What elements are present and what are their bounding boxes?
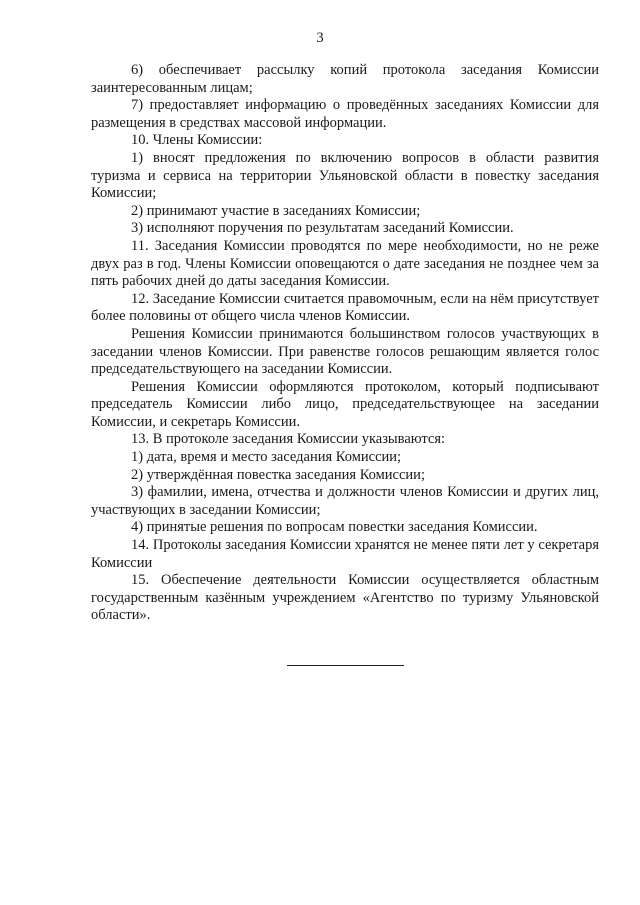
- paragraph-item-1-proposals: 1) вносят предложения по включению вопросов в области развития туризма и сервиса на территории Ульяновской области в повестку заседания Комиссии;: [91, 149, 599, 202]
- paragraph-item-2-agenda: 2) утверждённая повестка заседания Комиссии;: [131, 466, 425, 483]
- paragraph-item-7-media-info: 7) предоставляет информацию о проведённых заседаниях Комиссии для размещения в средствах массовой информации.: [91, 97, 599, 131]
- paragraph-decisions-majority: Решения Комиссии принимаются большинством голосов участвующих в заседании членов Комиссии. При равенстве голосов решающим является голос председательствующего на заседании Комиссии.: [91, 325, 599, 378]
- paragraph-item-3-assignments: 3) исполняют поручения по результатам заседаний Комиссии.: [131, 220, 514, 237]
- page-number: 3: [316, 30, 324, 46]
- paragraph-section-15-support: 15. Обеспечение деятельности Комиссии осуществляется областным государственным казённым учреждением «Агентство по туризму Ульяновской области».: [91, 572, 599, 624]
- paragraph-section-10-members: 10. Члены Комиссии:: [131, 132, 263, 149]
- paragraph-item-1-date-time-place: 1) дата, время и место заседания Комиссии;: [131, 449, 402, 466]
- paragraph-item-6-mailing: 6) обеспечивает рассылку копий протокола заседания Комиссии заинтересованным лицам;: [91, 62, 599, 96]
- paragraph-decisions-protocol: Решения Комиссии оформляются протоколом, который подписывают председатель Комиссии либо лицо, председательствующее на заседании Комиссии, и секретарь Комиссии.: [91, 378, 599, 430]
- paragraph-section-14-storage: 14. Протоколы заседания Комиссии хранятся не менее пяти лет у секретаря Комиссии: [91, 537, 599, 571]
- paragraph-section-11-meetings: 11. Заседания Комиссии проводятся по мере необходимости, но не реже двух раз в год. Члены Комиссии оповещаются о дате заседания не позднее чем за пять рабочих дней до даты заседания Комиссии.: [91, 237, 599, 290]
- paragraph-item-2-participation: 2) принимают участие в заседаниях Комиссии;: [131, 202, 421, 219]
- paragraph-item-4-decisions: 4) принятые решения по вопросам повестки заседания Комиссии.: [131, 519, 538, 536]
- paragraph-section-12-quorum: 12. Заседание Комиссии считается правомочным, если на нём присутствует более половины от общего числа членов Комиссии.: [91, 290, 599, 325]
- paragraph-section-13-protocol-contents: 13. В протоколе заседания Комиссии указываются:: [131, 431, 446, 448]
- paragraph-item-3-participants: 3) фамилии, имена, отчества и должности членов Комиссии и других лиц, участвующих в заседании Комиссии;: [91, 484, 599, 518]
- end-separator-line: [287, 665, 404, 666]
- document-body: [91, 62, 599, 625]
